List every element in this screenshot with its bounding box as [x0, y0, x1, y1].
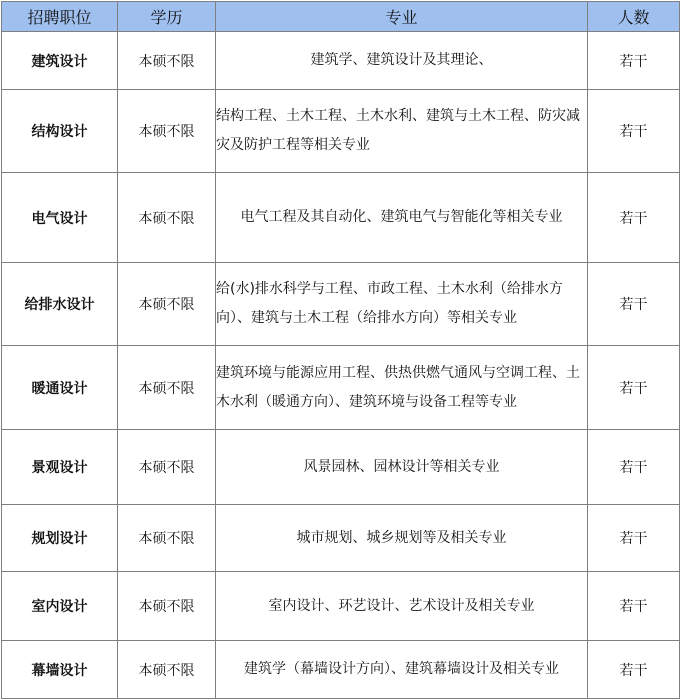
header-major: 专业 [216, 2, 588, 32]
education-cell: 本硕不限 [118, 263, 216, 346]
major-text: 电气工程及其自动化、建筑电气与智能化等相关专业 [240, 209, 563, 225]
table-row [2, 90, 680, 173]
count-cell: 若干 [588, 572, 680, 641]
education-cell: 本硕不限 [118, 430, 216, 505]
table-row [2, 263, 680, 346]
table-row [2, 430, 680, 505]
major-cell [216, 641, 588, 699]
count-cell: 若干 [588, 32, 680, 90]
major-cell [216, 32, 588, 90]
count-cell: 若干 [588, 430, 680, 505]
count-cell: 若干 [588, 263, 680, 346]
major-cell [216, 430, 588, 505]
major-text: 建筑环境与能源应用工程、供热供燃气通风与空调工程、土木水利（暖通方向）、建筑环境与设备工程等专业 [216, 364, 580, 410]
education-cell: 本硕不限 [118, 505, 216, 572]
count-cell: 若干 [588, 90, 680, 173]
count-cell: 若干 [588, 641, 680, 699]
major-text: 结构工程、土木工程、土木水利、建筑与土木工程、防灾减灾及防护工程等相关专业 [216, 108, 580, 153]
education-cell: 本硕不限 [118, 346, 216, 430]
major-text: 风景园林、园林设计等相关专业 [303, 458, 500, 475]
position-cell: 幕墙设计 [2, 641, 118, 699]
position-cell: 规划设计 [2, 505, 118, 572]
major-text: 室内设计、环艺设计、艺术设计及相关专业 [268, 597, 535, 614]
education-cell: 本硕不限 [118, 173, 216, 263]
table-row [2, 572, 680, 641]
major-cell [216, 505, 588, 572]
table-row [2, 346, 680, 430]
table-row [2, 32, 680, 90]
position-cell: 结构设计 [2, 90, 118, 173]
recruitment-table [1, 1, 680, 699]
header-row [2, 2, 680, 32]
major-cell [216, 173, 588, 263]
table-row [2, 641, 680, 699]
major-text: 给(水)排水科学与工程、市政工程、土木水利（给排水方向）、建筑与土木工程（给排水方向）等相关专业 [216, 281, 563, 326]
header-position: 招聘职位 [2, 2, 118, 32]
position-cell: 室内设计 [2, 572, 118, 641]
table-row [2, 173, 680, 263]
major-text: 建筑学、建筑设计及其理论、 [310, 52, 493, 68]
major-cell [216, 90, 588, 173]
education-cell: 本硕不限 [118, 32, 216, 90]
major-cell [216, 263, 588, 346]
header-count: 人数 [588, 2, 680, 32]
count-cell: 若干 [588, 505, 680, 572]
position-cell: 建筑设计 [2, 32, 118, 90]
major-text: 建筑学（幕墙设计方向）、建筑幕墙设计及相关专业 [244, 661, 559, 677]
table-row [2, 505, 680, 572]
position-cell: 电气设计 [2, 173, 118, 263]
major-cell [216, 572, 588, 641]
education-cell: 本硕不限 [118, 641, 216, 699]
major-text: 城市规划、城乡规划等及相关专业 [296, 529, 507, 546]
count-cell: 若干 [588, 346, 680, 430]
position-cell: 景观设计 [2, 430, 118, 505]
header-education: 学历 [118, 2, 216, 32]
position-cell: 暖通设计 [2, 346, 118, 430]
count-cell: 若干 [588, 173, 680, 263]
position-cell: 给排水设计 [2, 263, 118, 346]
education-cell: 本硕不限 [118, 572, 216, 641]
education-cell: 本硕不限 [118, 90, 216, 173]
major-cell [216, 346, 588, 430]
